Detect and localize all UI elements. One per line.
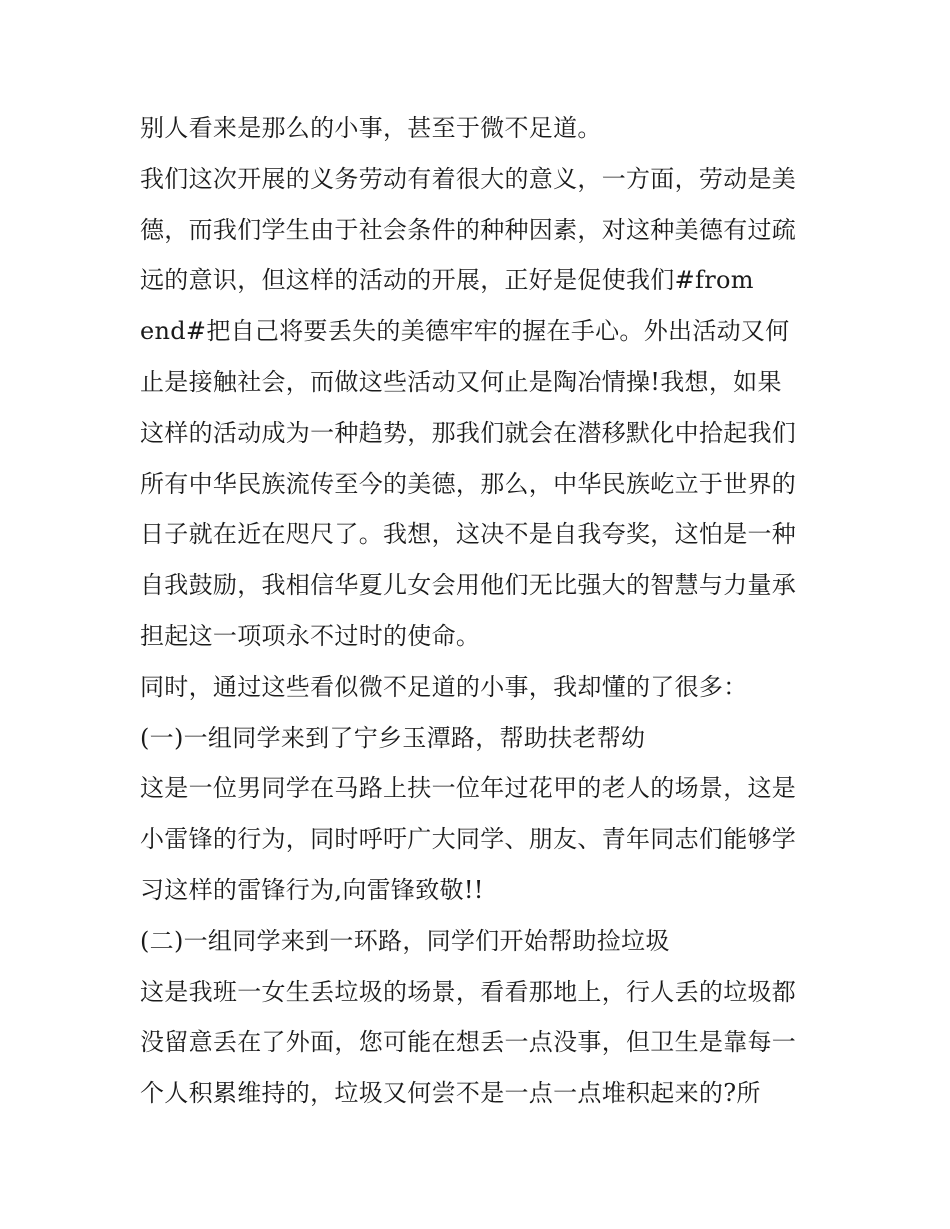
text-line: 德，而我们学生由于社会条件的种种因素，对这种美德有过疏 — [140, 215, 797, 244]
document-body — [140, 103, 830, 1119]
text-line: end#把自己将要丢失的美德牢牢的握在手心。外出活动又何 — [140, 317, 790, 346]
text-line: 止是接触社会，而做这些活动又何止是陶冶情操!我想，如果 — [140, 367, 782, 396]
text-line: 远的意识，但这样的活动的开展，正好是促使我们#from — [140, 266, 754, 295]
text-line: 别人看来是那么的小事，甚至于微不足道。 — [140, 114, 602, 142]
text-line: 习这样的雷锋行为,向雷锋致敬!! — [140, 875, 484, 904]
text-line: 担起这一项项永不过时的使命。 — [140, 621, 481, 650]
section-heading: (一)一组同学来到了宁乡玉潭路，帮助扶老帮幼 — [140, 723, 646, 752]
text-line: 这样的活动成为一种趋势，那我们就会在潜移默化中拾起我们 — [140, 418, 797, 447]
text-line: 所有中华民族流传至今的美德，那么，中华民族屹立于世界的 — [140, 469, 797, 498]
text-line: 自我鼓励，我相信华夏儿女会用他们无比强大的智慧与力量承 — [140, 571, 797, 600]
text-line: 这是一位男同学在马路上扶一位年过花甲的老人的场景，这是 — [140, 774, 797, 803]
text-line: 这是我班一女生丢垃圾的场景，看看那地上，行人丢的垃圾都 — [140, 977, 797, 1006]
text-line: 没留意丢在了外面，您可能在想丢一点没事，但卫生是靠每一 — [140, 1028, 797, 1057]
text-line: 我们这次开展的义务劳动有着很大的意义，一方面，劳动是美 — [140, 164, 797, 193]
text-line: 个人积累维持的，垃圾又何尝不是一点一点堆积起来的?所 — [140, 1079, 761, 1108]
text-line: 同时，通过这些看似微不足道的小事，我却懂的了很多： — [140, 672, 748, 701]
text-line: 小雷锋的行为，同时呼吁广大同学、朋友、青年同志们能够学 — [140, 825, 797, 854]
text-line: 日子就在近在咫尺了。我想，这决不是自我夸奖，这怕是一种 — [140, 520, 797, 549]
section-heading: (二)一组同学来到一环路，同学们开始帮助捡垃圾 — [140, 926, 670, 955]
